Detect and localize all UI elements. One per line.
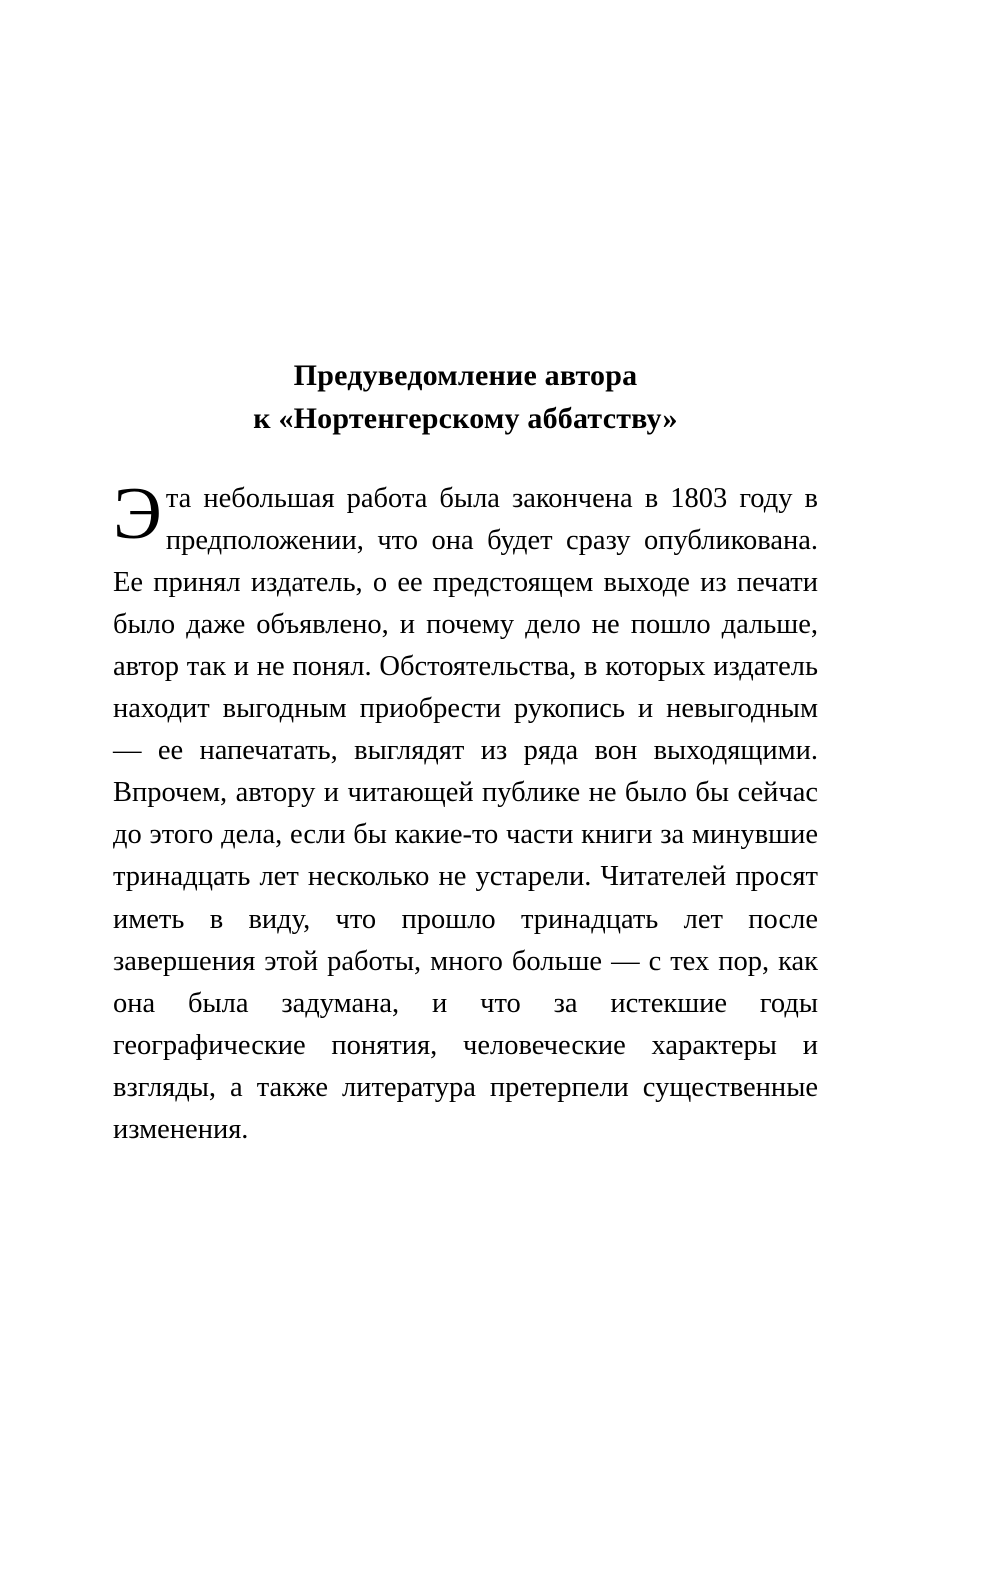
page-title xyxy=(113,355,818,440)
page-title-line-2: к «Нортенгерскому аббатству» xyxy=(253,401,678,435)
body-paragraph-text: та небольшая работа была закончена в 1803 году в предположении, что она будет сразу опубликована. Ее принял издатель, о ее предстоящем выходе из печати было даже объявлено, и почему дело не пошло дальше, автор так и не понял. Обстоятельства, в которых издатель находит выгодным приобрести рукопись и невыгодным — ее напечатать, выглядят из ряда вон выходящими. Впрочем, автору и читающей публике не было бы сейчас до этого дела, если бы какие-то части книги за минувшие тринадцать лет несколько не устарели. Читателей просят иметь в виду, что прошло тринадцать лет после завершения этой работы, много больше — с тех пор, как она была задумана, и что за истекшие годы географические понятия, человеческие характеры и взгляды, а также литература претерпели существенные изменения. xyxy=(113,483,818,1145)
drop-cap: Э xyxy=(113,473,162,556)
page-title-line-1: Предуведомление автора xyxy=(293,359,638,392)
body-paragraph xyxy=(113,473,818,1151)
page-content xyxy=(113,355,818,1151)
